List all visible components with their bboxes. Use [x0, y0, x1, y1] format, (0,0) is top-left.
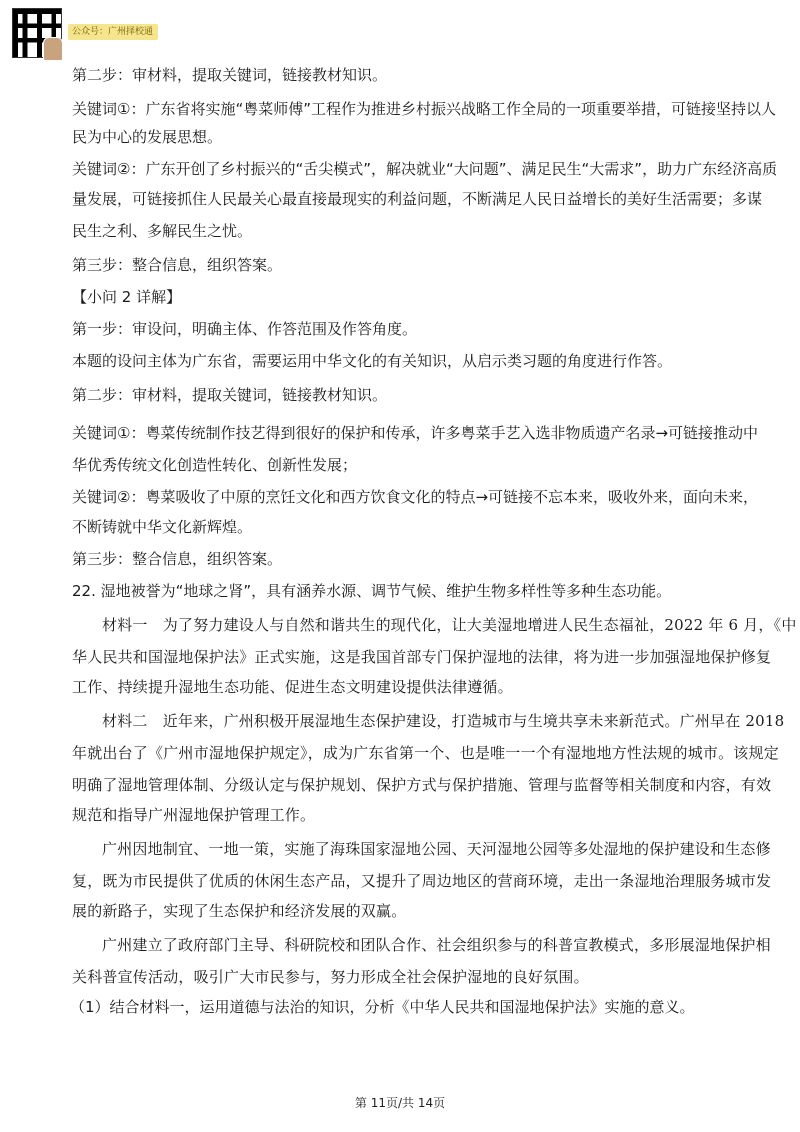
qr-code-icon — [12, 8, 62, 58]
section-heading: 【小问 2 详解】 — [72, 288, 182, 306]
material-line: 广州建立了政府部门主导、科研院校和团队合作、社会组织参与的科普宣教模式，多形展湿地保护相 — [102, 936, 771, 954]
text-line: 第一步：审设问，明确主体、作答范围及作答角度。 — [72, 320, 418, 338]
header-banner: 公众号：广州择校通 — [68, 24, 158, 40]
page-number: 第 11页/共 14页 — [354, 1096, 446, 1110]
text-line: 民生之利、多解民生之忧。 — [72, 222, 253, 240]
text-line: 本题的设问主体为广东省，需要运用中华文化的有关知识，从启示类习题的角度进行作答。 — [72, 352, 673, 370]
avatar — [43, 37, 63, 61]
text-line: 关键词①：广东省将实施“粤菜师傅”工程作为推进乡村振兴战略工作全局的一项重要举措，可链接坚持以人 — [72, 100, 776, 118]
material-line: 展的新路子，实现了生态保护和经济发展的双赢。 — [72, 902, 407, 920]
question-stem: 22. 湿地被誉为“地球之肾”，具有涵养水源、调节气候、维护生物多样性等多种生态功能。 — [72, 582, 672, 600]
material-line: 华人民共和国湿地保护法》正式实施，这是我国首部专门保护湿地的法律，将为进一步加强湿地保护修复 — [72, 648, 772, 666]
material-line: 材料二 近年来，广州积极开展湿地生态保护建设，打造城市与生境共享未来新范式。广州早在 2018 — [102, 712, 785, 730]
text-line: 量发展，可链接抓住人民最关心最直接最现实的利益问题，不断满足人民日益增长的美好生活需要；多谋 — [72, 190, 763, 208]
text-line: 第二步：审材料，提取关键词，链接教材知识。 — [72, 66, 388, 84]
material-line: 复，既为市民提供了优质的休闲生态产品，又提升了周边地区的营商环境，走出一条湿地治理服务城市发 — [72, 872, 772, 890]
material-line: 明确了湿地管理体制、分级认定与保护规划、保护方式与保护措施、管理与监督等相关制度和内容，有效 — [72, 776, 772, 794]
text-line: 关键词②：粤菜吸收了中原的烹饪文化和西方饮食文化的特点→可链接不忘本来，吸收外来，面向未来， — [72, 488, 759, 506]
text-line: 关键词①：粤菜传统制作技艺得到很好的保护和传承，许多粤菜手艺入选非物质遗产名录→可链接推动中 — [72, 424, 759, 442]
sub-question: （1）结合材料一，运用道德与法治的知识，分析《中华人民共和国湿地保护法》实施的意义。 — [70, 998, 695, 1016]
text-line: 华优秀传统文化创造性转化、创新性发展； — [72, 456, 358, 474]
material-line: 材料一 为了努力建设人与自然和谐共生的现代化，让大美湿地增进人民生态福祉，2022 年 6 月，《中 — [102, 616, 797, 634]
material-line: 规范和指导广州湿地保护管理工作。 — [72, 806, 316, 824]
text-line: 不断铸就中华文化新辉煌。 — [72, 518, 253, 536]
text-line: 第二步：审材料，提取关键词，链接教材知识。 — [72, 386, 388, 404]
text-line: 民为中心的发展思想。 — [72, 128, 223, 146]
text-line: 第三步：整合信息，组织答案。 — [72, 256, 283, 274]
text-line: 关键词②：广东开创了乡村振兴的“舌尖模式”，解决就业“大问题”、满足民生“大需求”，助力广东经济高质 — [72, 160, 778, 178]
material-line: 年就出台了《广州市湿地保护规定》，成为广东省第一个、也是唯一一个有湿地地方性法规的城市。该规定 — [72, 744, 779, 762]
material-line: 工作、持续提升湿地生态功能、促进生态文明建设提供法律遵循。 — [72, 678, 513, 696]
material-line: 关科普宣传活动，吸引广大市民参与，努力形成全社会保护湿地的良好氛围。 — [72, 968, 589, 986]
material-line: 广州因地制宜、一地一策，实施了海珠国家湿地公园、天河湿地公园等多处湿地的保护建设和生态修 — [102, 840, 771, 858]
text-line: 第三步：整合信息，组织答案。 — [72, 550, 283, 568]
